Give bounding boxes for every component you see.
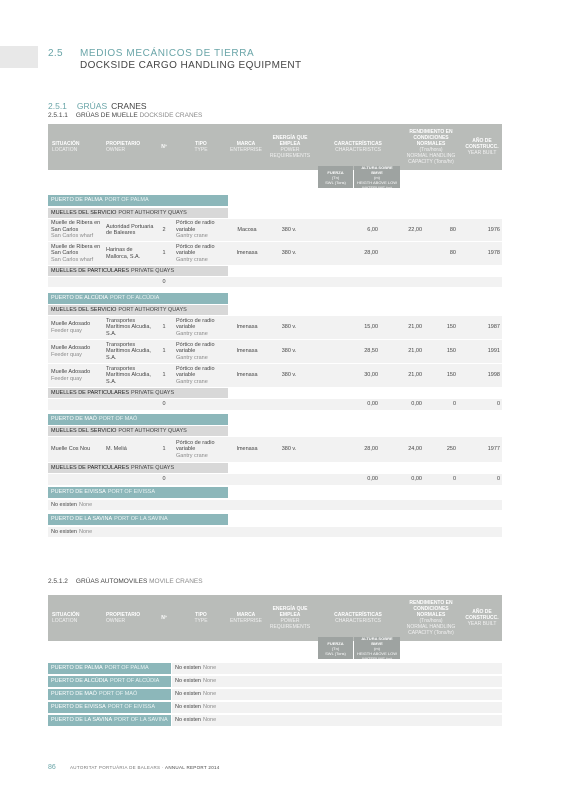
subsection-title-es: GRÚAS <box>76 101 108 111</box>
subsection-title-en: CRANES <box>111 101 147 111</box>
subsection-dockside <box>48 112 202 119</box>
col-altura: ALTURA SOBRE BMVE (m) HEIGTH ABOVE LOW WATERLINE (m) <box>354 637 400 659</box>
none-row: No existen None <box>48 527 502 537</box>
col-tipo: TIPO TYPE <box>194 141 208 153</box>
col-energia: ENERGÍA QUE EMPLEA POWER REQUIREMENTS <box>269 606 311 630</box>
port-band-palma: PUERTO DE PALMA PORT OF PALMA <box>48 195 228 206</box>
none-row: No existen None <box>48 500 502 510</box>
table-row: Muelle de Ribera en San Carlos San Carlos wharf Harinas de Mallorca, S.A. 1 Pórtico de radio variable Gantry crane Imenasa 380 v. 28,00 80 1978 <box>48 242 502 265</box>
section-title-es: MEDIOS MECÁNICOS DE TIERRA <box>80 48 255 59</box>
quay-label-particulares: MUELLES DE PARTICULARES PRIVATE QUAYS <box>48 463 228 473</box>
col-altura: ALTURA SOBRE BMVE (m) HEIGTH ABOVE LOW WATERLINE (m) <box>354 166 400 188</box>
table-row: Muelle Adosado Feeder quay Transportes Marítimos Alcudia, S.A. 1 Pórtico de radio variable Gantry crane Imenasa 380 v. 28,50 21,00 150 1991 <box>48 340 502 363</box>
table-header <box>48 124 502 170</box>
col-rendimiento: RENDIMIENTO EN CONDICIONES NORMALES (Tns/hora) NORMAL HANDLING CAPACITY (Tons/hr) <box>406 600 456 636</box>
quay-label-servicio: MUELLES DEL SERVICIO PORT AUTHORITY QUAYS <box>48 305 228 315</box>
table-row: 0 0,00 0,00 0 0 <box>48 474 502 485</box>
col-n: Nº <box>161 144 167 150</box>
footer-text: AUTORITAT PORTUÀRIA DE BALEARS · ANNUAL REPORT 2014 <box>70 765 220 770</box>
col-fuerza: FUERZA (Tn) SWL (Tons) <box>318 637 353 659</box>
page-number: 86 <box>48 764 56 771</box>
table-row: Muelle de Ribera en San Carlos San Carlos wharf Autoridad Portuaria de Baleares 2 Pórtico de radio variable Gantry crane Macosa 380 v. 6,00 22,00 80 1976 <box>48 219 502 241</box>
table-row: Muelle Cos Nou M. Meliá 1 Pórtico de radio variable Gantry crane Imenasa 380 v. 28,00 24,00 250 1977 <box>48 437 502 462</box>
mobile-row-alcudia: PUERTO DE ALCÚDIA PORT OF ALCÚDIA No existen None <box>48 676 502 687</box>
subsection-mobile <box>48 578 203 585</box>
col-propietario: PROPIETARIO OWNER <box>106 141 141 153</box>
section-title-en: DOCKSIDE CARGO HANDLING EQUIPMENT <box>80 60 302 71</box>
table-row: Muelle Adosado Feeder quay Transportes Marítimos Alcudia, S.A. 1 Pórtico de radio variable Gantry crane Imenasa 380 v. 30,00 21,00 150 1998 <box>48 364 502 387</box>
mobile-row-palma: PUERTO DE PALMA PORT OF PALMA No existen None <box>48 663 502 674</box>
port-band-mao: PUERTO DE MAÓ PORT OF MAÓ <box>48 414 228 425</box>
port-band-alcudia: PUERTO DE ALCÚDIA PORT OF ALCÚDIA <box>48 293 228 304</box>
col-situacion: SITUACIÓN LOCATION <box>52 141 80 153</box>
section-number: 2.5 <box>48 48 63 59</box>
col-tipo: TIPO TYPE <box>194 612 208 624</box>
col-n: Nº <box>161 615 167 621</box>
table-row: Muelle Adosado Feeder quay Transportes Marítimos Alcudia, S.A. 1 Pórtico de radio variable Gantry crane Imenasa 380 v. 15,00 21,00 150 1987 <box>48 316 502 339</box>
port-band-savina: PUERTO DE LA SAVINA PORT OF LA SAVINA <box>48 514 228 525</box>
col-energia: ENERGÍA QUE EMPLEA POWER REQUIREMENTS <box>269 135 311 159</box>
table-row: 0 0,00 0,00 0 0 <box>48 399 502 410</box>
mobile-row-eivissa: PUERTO DE EIVISSA PORT OF EIVISSA No existen None <box>48 702 502 713</box>
col-propietario: PROPIETARIO OWNER <box>106 612 141 624</box>
subsection-cranes <box>48 101 147 111</box>
subsection-number: 2.5.1.1 <box>48 112 68 119</box>
col-caracteristicas: CARACTERÍSTICAS CHARACTERISTCS <box>334 141 382 153</box>
col-marca: MARCA ENTERPRISE <box>230 612 262 624</box>
subsection-title-en: MOVILE CRANES <box>149 578 203 585</box>
col-marca: MARCA ENTERPRISE <box>230 141 262 153</box>
col-ano: AÑO DE CONSTRUCC. YEAR BUILT <box>465 609 499 627</box>
table-row: 0 <box>48 277 502 287</box>
subsection-number: 2.5.1.2 <box>48 578 68 585</box>
col-situacion: SITUACIÓN LOCATION <box>52 612 80 624</box>
quay-label-particulares: MUELLES DE PARTICULARES PRIVATE QUAYS <box>48 388 228 398</box>
subsection-number: 2.5.1 <box>48 101 67 111</box>
col-fuerza: FUERZA (Tn) SWL (Tons) <box>318 166 353 188</box>
col-ano: AÑO DE CONSTRUCC. YEAR BUILT <box>465 138 499 156</box>
quay-label-servicio: MUELLES DEL SERVICIO PORT AUTHORITY QUAYS <box>48 208 228 218</box>
table-header <box>48 595 502 641</box>
quay-label-particulares: MUELLES DE PARTICULARES PRIVATE QUAYS <box>48 266 228 276</box>
subsection-title-en: DOCKSIDE CRANES <box>139 112 203 119</box>
quay-label-servicio: MUELLES DEL SERVICIO PORT AUTHORITY QUAYS <box>48 426 228 436</box>
header-block <box>0 46 38 68</box>
subsection-title-es: GRÚAS AUTOMOVILES <box>75 578 148 585</box>
port-band-eivissa: PUERTO DE EIVISSA PORT OF EIVISSA <box>48 487 228 498</box>
col-rendimiento: RENDIMIENTO EN CONDICIONES NORMALES (Tns/hora) NORMAL HANDLING CAPACITY (Tons/hr) <box>406 129 456 165</box>
mobile-row-savina: PUERTO DE LA SAVINA PORT OF LA SAVINA No existen None <box>48 715 502 726</box>
col-caracteristicas: CARACTERÍSTICAS CHARACTERISTCS <box>334 612 382 624</box>
subsection-title-es: GRÚAS DE MUELLE <box>75 112 138 119</box>
mobile-row-mao: PUERTO DE MAÓ PORT OF MAÓ No existen None <box>48 689 502 700</box>
